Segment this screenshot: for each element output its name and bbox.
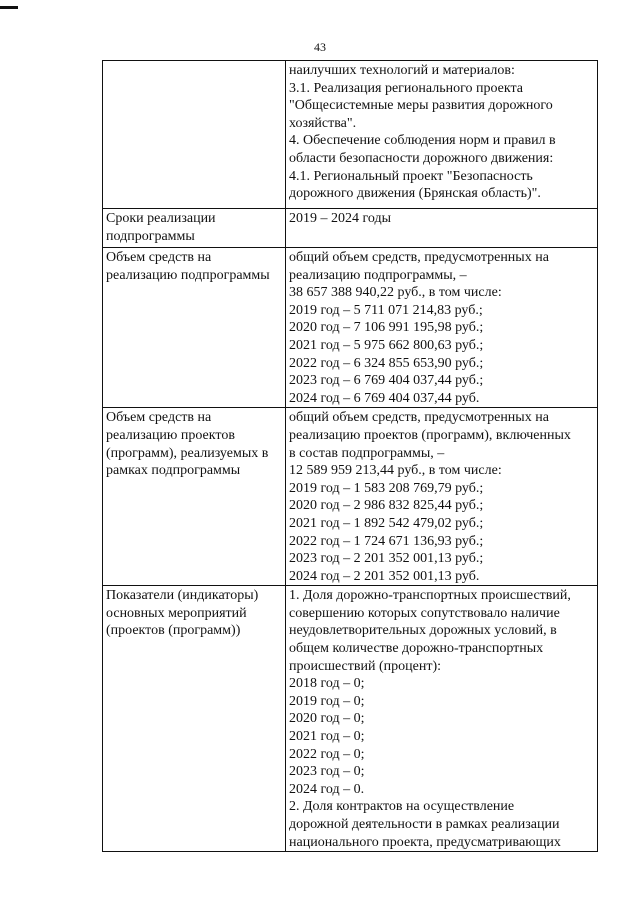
cell-text-line: совершению которых сопутствовало наличие <box>289 605 560 621</box>
table-row-funding <box>103 248 598 408</box>
cell-text-line: основных мероприятий <box>106 605 247 621</box>
cell-text-line: 3.1. Реализация регионального проекта <box>289 80 524 96</box>
cell-text-line: 2021 год – 0; <box>289 729 365 745</box>
cell-text-line: 2020 год – 7 106 991 195,98 руб.; <box>289 320 484 336</box>
table-row-projects-funding <box>103 408 598 586</box>
cell-text-line: реализацию проектов (программ), включенных <box>289 427 571 443</box>
cell-text-line: в состав подпрограммы, – <box>289 445 445 461</box>
passport-table <box>102 60 598 852</box>
table-row-continuation <box>103 61 598 209</box>
cell-text-line: дорожной деятельности в рамках реализации <box>289 817 560 832</box>
cell-text-line: области безопасности дорожного движения: <box>289 150 554 166</box>
cell-text-line: 2. Доля контрактов на осуществление <box>289 799 515 815</box>
label-cell <box>103 61 286 209</box>
cell-text-line: Объем средств на <box>106 410 212 426</box>
cell-text-line: наилучших технологий и материалов: <box>289 63 515 78</box>
cell-text-line: 2023 год – 0; <box>289 764 365 780</box>
cell-text-line: хозяйства". <box>289 115 357 131</box>
cell-text-line: Показатели (индикаторы) <box>106 588 259 604</box>
cell-text-line: 2019 – 2024 годы <box>289 211 392 226</box>
page-number: 43 <box>314 40 326 54</box>
label-cell <box>103 408 286 586</box>
cell-text-line: 2021 год – 1 892 542 479,02 руб.; <box>289 515 484 531</box>
cell-text-line: 1. Доля дорожно-транспортных происшествий, <box>289 588 571 604</box>
cell-text-line: происшествий (процент): <box>289 658 441 674</box>
value-cell <box>286 248 598 408</box>
table-row-terms <box>103 209 598 248</box>
cell-text-line: 2018 год – 0; <box>289 676 365 692</box>
cell-text-line: 2019 год – 1 583 208 769,79 руб.; <box>289 480 484 496</box>
cell-text-line: 38 657 388 940,22 руб., в том числе: <box>289 285 502 301</box>
cell-text-line: реализацию проектов <box>106 427 235 443</box>
cell-text-line: (программ), реализуемых в <box>106 445 269 461</box>
cell-text-line: реализацию подпрограммы <box>106 267 270 283</box>
cell-text-line: 2024 год – 0. <box>289 781 365 797</box>
cell-text-line: национального проекта, предусматривающих <box>289 834 561 850</box>
label-cell <box>103 248 286 408</box>
cell-text-line: неудовлетворительных дорожных условий, в <box>289 623 557 639</box>
cell-text-line: рамках подпрограммы <box>106 463 241 479</box>
scan-corner-mark <box>0 6 18 9</box>
label-cell <box>103 209 286 248</box>
cell-text-line: 4.1. Региональный проект "Безопасность <box>289 168 533 184</box>
cell-text-line: 2021 год – 5 975 662 800,63 руб.; <box>289 337 484 353</box>
cell-text-line: Объем средств на <box>106 250 212 265</box>
value-cell <box>286 586 598 852</box>
cell-text-line: 2019 год – 5 711 071 214,83 руб.; <box>289 302 483 318</box>
cell-text-line: 4. Обеспечение соблюдения норм и правил в <box>289 133 556 149</box>
cell-text-line: 2022 год – 0; <box>289 746 365 762</box>
cell-text-line: общем количестве дорожно-транспортных <box>289 641 544 657</box>
label-cell <box>103 586 286 852</box>
cell-text-line: 2020 год – 0; <box>289 711 365 727</box>
value-cell <box>286 408 598 586</box>
cell-text-line: "Общесистемные меры развития дорожного <box>289 98 553 114</box>
cell-text-line: общий объем средств, предусмотренных на <box>289 410 549 426</box>
cell-text-line: подпрограммы <box>106 228 195 244</box>
cell-text-line: 2024 год – 6 769 404 037,44 руб. <box>289 390 480 406</box>
cell-text-line: реализацию подпрограммы, – <box>289 267 467 283</box>
cell-text-line: общий объем средств, предусмотренных на <box>289 250 549 265</box>
cell-text-line: 2020 год – 2 986 832 825,44 руб.; <box>289 498 484 514</box>
cell-text-line: 12 589 959 213,44 руб., в том числе: <box>289 463 502 479</box>
cell-text-line: 2023 год – 6 769 404 037,44 руб.; <box>289 373 484 389</box>
table-row-indicators <box>103 586 598 852</box>
cell-text-line: 2023 год – 2 201 352 001,13 руб.; <box>289 551 484 567</box>
value-cell <box>286 61 598 209</box>
cell-text-line: 2022 год – 1 724 671 136,93 руб.; <box>289 533 484 549</box>
value-cell <box>286 209 598 248</box>
cell-text-line: (проектов (программ)) <box>106 623 241 639</box>
cell-text-line: 2022 год – 6 324 855 653,90 руб.; <box>289 355 484 371</box>
cell-text-line: 2019 год – 0; <box>289 693 365 709</box>
cell-text-line: дорожного движения (Брянская область)". <box>289 186 541 202</box>
cell-text-line: Сроки реализации <box>106 211 216 226</box>
cell-text-line: 2024 год – 2 201 352 001,13 руб. <box>289 568 480 584</box>
